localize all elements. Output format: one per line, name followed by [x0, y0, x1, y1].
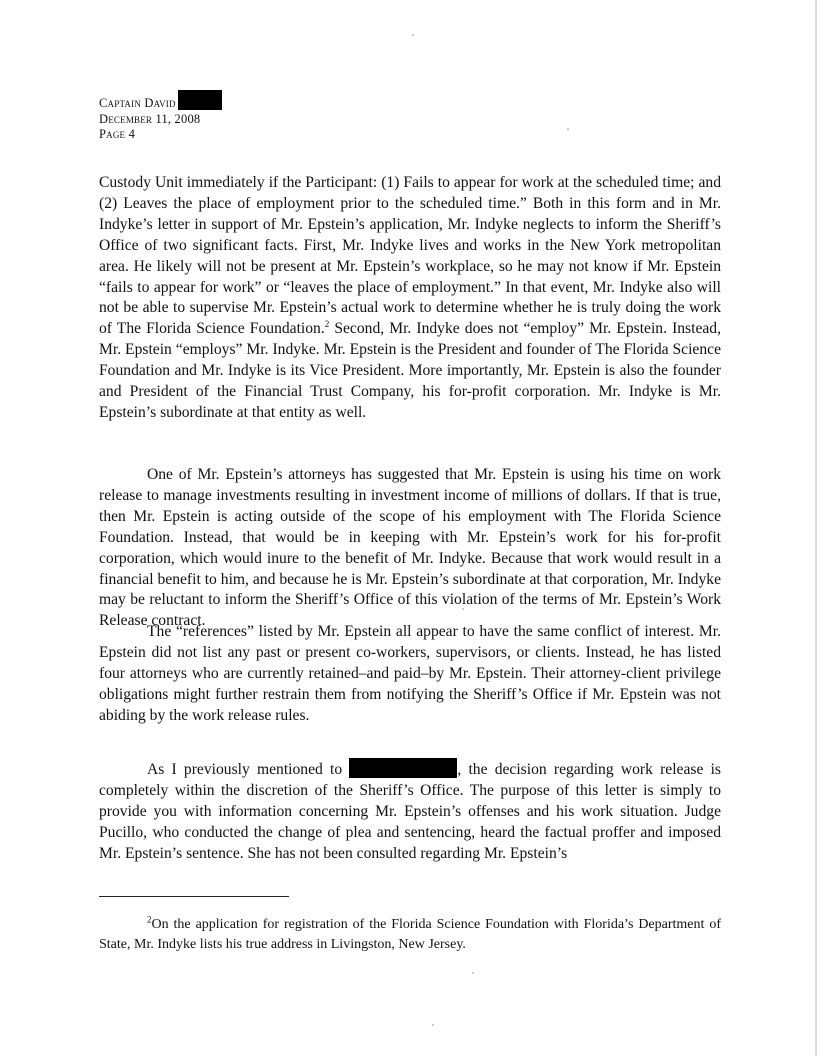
paragraph-4-start: As I previously mentioned to	[147, 761, 350, 778]
footnote	[99, 915, 721, 955]
redaction-box	[178, 90, 222, 110]
paragraph-1-text: Custody Unit immediately if the Participant: (1) Fails to appear for work at the scheduled time; and (2) Leaves the place of employment prior to the scheduled time.” Both in this form and in Mr. Indyke’s letter in support of Mr. Epstein’s application, Mr. Indyke neglects to inform the Sheriff’s Office of two significant facts. First, Mr. Indyke lives and works in the New York metropolitan area. He likely will not be present at Mr. Epstein’s workplace, so he may not know if Mr. Epstein “fails to appear for work” or “leaves the place of employment.” In that event, Mr. Indyke also will not be able to supervise Mr. Epstein’s actual work to determine whether he is truly doing the work of The Florida Science Foundation.	[99, 174, 721, 338]
footnote-divider	[99, 896, 289, 897]
page-number: Page 4	[99, 127, 136, 141]
redaction-box	[349, 758, 457, 778]
footnote-reference: 2	[324, 319, 330, 330]
paragraph-4	[99, 758, 721, 865]
recipient-name: Captain David	[99, 96, 176, 110]
paragraph-2	[99, 465, 721, 632]
letter-header	[99, 90, 222, 143]
recipient-line	[99, 90, 222, 112]
paragraph-4-continuation: , the decision regarding work release is completely within the discretion of the Sheriff’s Office. The purpose of this letter is simply to provide you with information concerning Mr. Epstein’s offenses and his work situation. Judge Pucillo, who conducted the change of plea and sentencing, heard the factual proffer and imposed Mr. Epstein’s sentence. She has not been consulted regarding Mr. Epstein’s	[99, 761, 721, 862]
scan-speck	[472, 972, 474, 974]
scan-speck	[567, 128, 569, 130]
scan-speck	[462, 608, 464, 610]
scan-speck	[412, 34, 414, 36]
date-line: December 11, 2008	[99, 111, 201, 126]
footnote-text: On the application for registration of the Florida Science Foundation with Florida’s Department of State, Mr. Indyke lists his true address in Livingston, New Jersey.	[99, 917, 721, 952]
paragraph-1-continuation: Second, Mr. Indyke does not “employ” Mr. Epstein. Instead, Mr. Epstein “employs” Mr. Indyke. Mr. Epstein is the President and founder of The Florida Science Foundation and Mr. Indyke is its Vice President. More importantly, Mr. Epstein is also the founder and President of the Financial Trust Company, his for-profit corporation. Mr. Indyke is Mr. Epstein’s subordinate at that entity as well.	[99, 320, 721, 421]
footnote-marker: 2	[147, 914, 152, 925]
paragraph-1	[99, 173, 721, 424]
paragraph-2-text: One of Mr. Epstein’s attorneys has suggested that Mr. Epstein is using his time on work release to manage investments resulting in investment income of millions of dollars. If that is true, then Mr. Epstein is acting outside of the scope of his employment with The Florida Science Foundation. Instead, that would be in keeping with Mr. Epstein’s work for his for-profit corporation, which would inure to the benefit of Mr. Indyke. Because that work would result in a financial benefit to him, and because he is Mr. Epstein’s subordinate at that corporation, Mr. Indyke may be reluctant to inform the Sheriff’s Office of this violation of the terms of Mr. Epstein’s Work Release contract.	[99, 466, 721, 630]
scan-speck	[432, 1024, 434, 1026]
paragraph-3-text: The “references” listed by Mr. Epstein all appear to have the same conflict of interest. Mr. Epstein did not list any past or present co-workers, supervisors, or clients. Instead, he has listed four attorneys who are currently retained–and paid–by Mr. Epstein. Their attorney-client privilege obligations might further restrain them from notifying the Sheriff’s Office if Mr. Epstein was not abiding by the work release rules.	[99, 623, 721, 724]
paragraph-3	[99, 622, 721, 727]
